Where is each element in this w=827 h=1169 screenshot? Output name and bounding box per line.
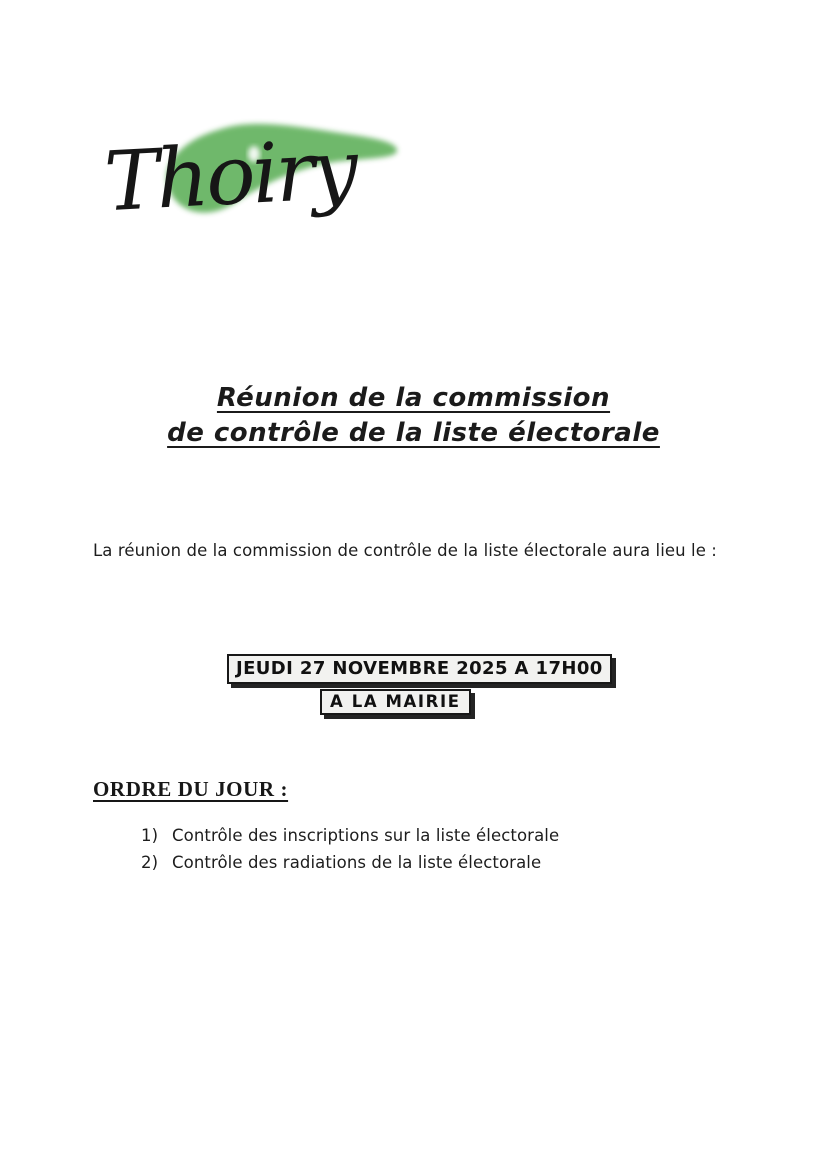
page-title bbox=[0, 381, 827, 451]
logo-wordmark: Thoiry bbox=[102, 122, 358, 231]
agenda-item-number: 2) bbox=[141, 853, 159, 872]
agenda-item bbox=[141, 849, 559, 876]
agenda-item bbox=[141, 822, 559, 849]
thoiry-logo bbox=[100, 88, 410, 273]
logo-canvas bbox=[100, 88, 410, 273]
meeting-datetime-box: JEUDI 27 NOVEMBRE 2025 A 17H00 bbox=[227, 654, 612, 684]
meeting-place-box: A LA MAIRIE bbox=[320, 689, 471, 715]
agenda-item-text: Contrôle des radiations de la liste électorale bbox=[172, 853, 542, 872]
title-line-2: de contrôle de la liste électorale bbox=[167, 418, 660, 448]
agenda-item-text: Contrôle des inscriptions sur la liste électorale bbox=[172, 826, 560, 845]
title-line-1: Réunion de la commission bbox=[216, 383, 611, 413]
intro-paragraph: La réunion de la commission de contrôle de la liste électorale aura lieu le : bbox=[93, 541, 717, 560]
agenda-heading: ORDRE DU JOUR : bbox=[93, 777, 289, 801]
agenda-list bbox=[141, 822, 559, 876]
agenda-item-number: 1) bbox=[141, 826, 159, 845]
